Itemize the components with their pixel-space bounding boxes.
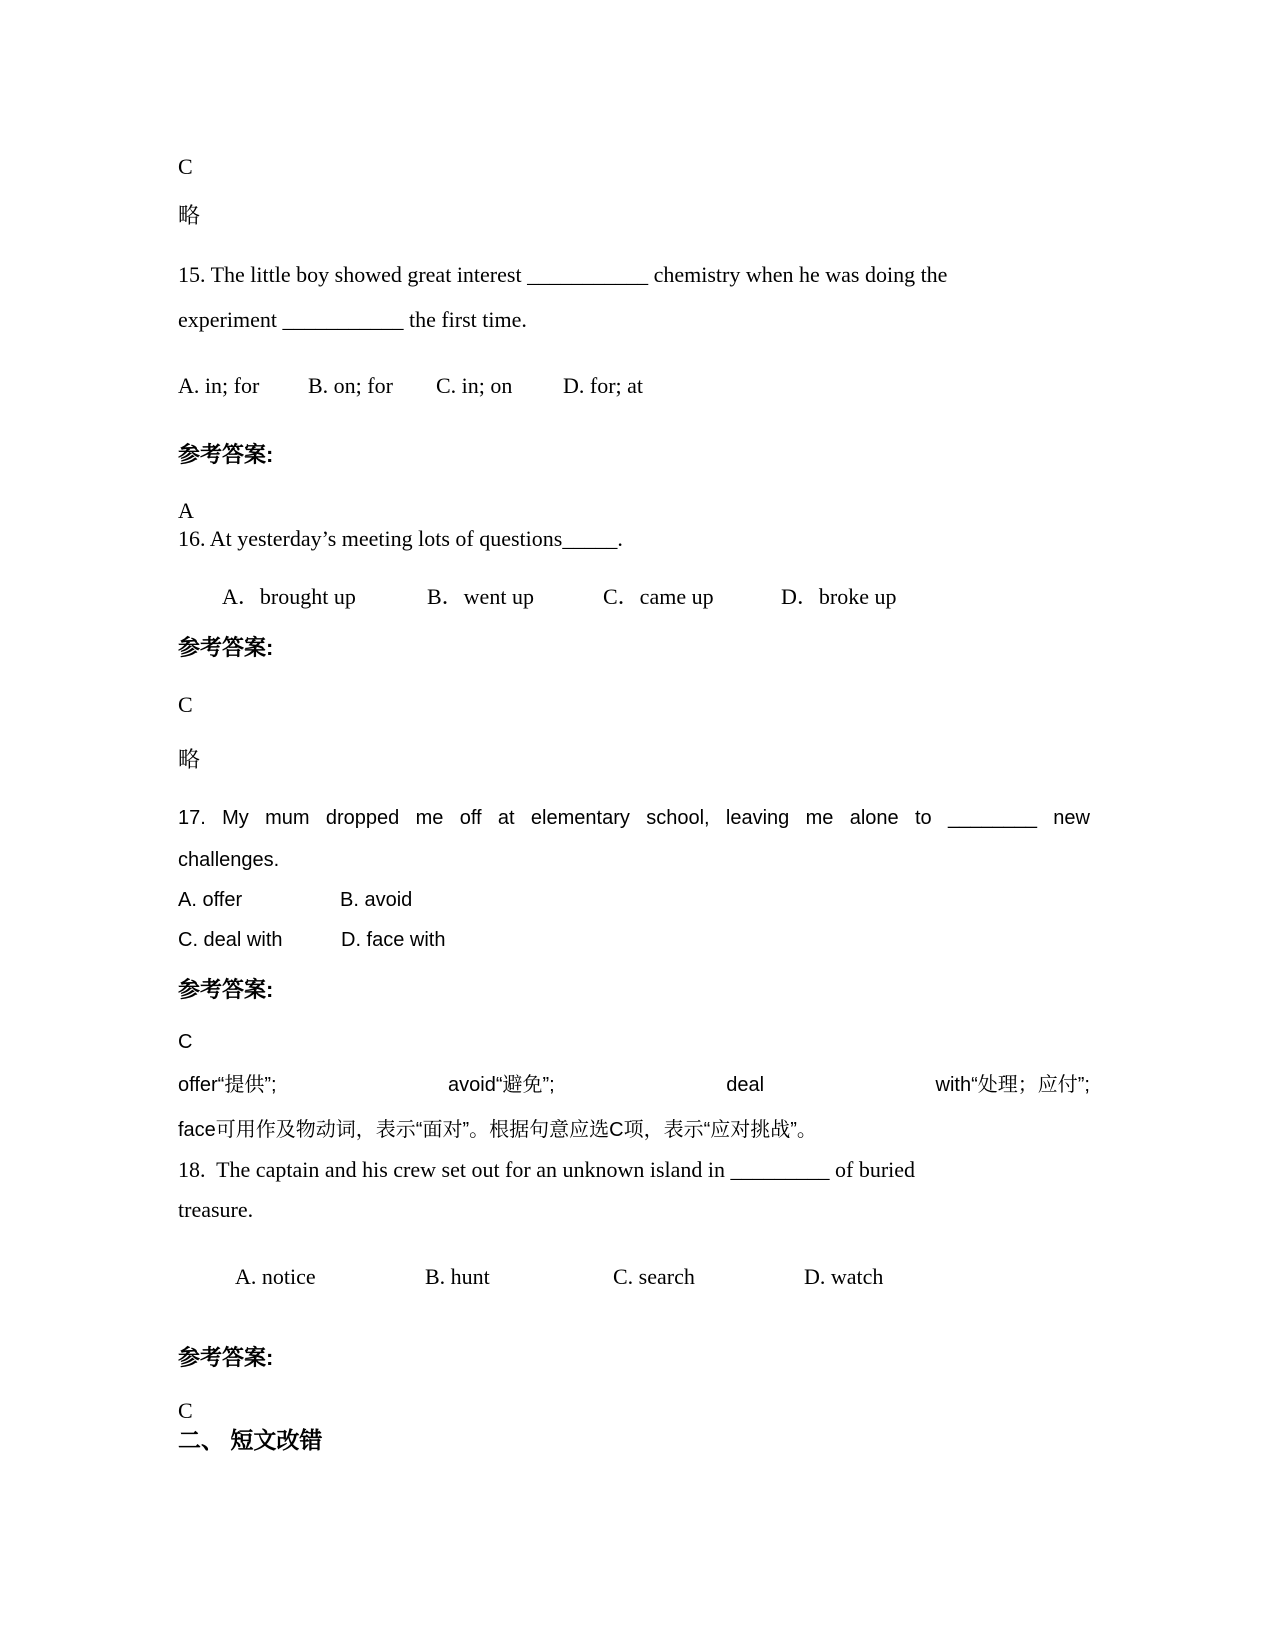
option-a: A. notice xyxy=(235,1264,316,1289)
answer-note-16: 略 xyxy=(178,747,201,772)
answer-explanation-line1 xyxy=(178,1070,1090,1100)
question-18-line1: 18. The captain and his crew set out for an unknown island in _________ of buried xyxy=(178,1157,916,1182)
ref-answer-label: 参考答案: xyxy=(178,977,274,1002)
answer-value-previous: C xyxy=(178,154,193,179)
answer-value-18: C xyxy=(178,1398,193,1423)
question-17-options-ab xyxy=(178,885,1098,915)
option-a: A. in; for xyxy=(178,373,260,398)
option-b: B．went up xyxy=(427,584,534,609)
question-18-line2: treasure. xyxy=(178,1197,254,1222)
option-b: B. hunt xyxy=(425,1264,490,1289)
option-d: D. face with xyxy=(341,929,446,951)
option-b: B. on; for xyxy=(308,373,393,398)
option-c: C. search xyxy=(613,1264,695,1289)
option-d: D．broke up xyxy=(781,584,897,609)
answer-note-previous: 略 xyxy=(178,203,201,228)
question-17-line1: 17. My mum dropped me off at elementary school, leaving me alone to ________ new xyxy=(178,807,1090,829)
ref-answer-label: 参考答案: xyxy=(178,1345,274,1370)
option-a: A. offer xyxy=(178,889,243,911)
question-15-line1: 15. The little boy showed great interest ___________ chemistry when he was doing the xyxy=(178,262,948,287)
question-15-line2: experiment ___________ the first time. xyxy=(178,307,527,332)
answer-value-15: A xyxy=(178,498,194,523)
explanation-part-deal: deal xyxy=(726,1074,765,1096)
explanation-part-with: with“处理；应付”; xyxy=(935,1074,1090,1096)
option-a: A．brought up xyxy=(222,584,356,609)
option-c: C．came up xyxy=(603,584,714,609)
ref-answer-label: 参考答案: xyxy=(178,635,274,660)
option-c: C. deal with xyxy=(178,929,283,951)
option-d: D. watch xyxy=(804,1264,884,1289)
explanation-part-avoid: avoid“避免”; xyxy=(448,1074,555,1096)
answer-explanation-line2: face可用作及物动词，表示“面对”。根据句意应选C项，表示“应对挑战”。 xyxy=(178,1119,817,1141)
question-16-stem: 16. At yesterday’s meeting lots of questions_____. xyxy=(178,526,623,551)
question-17-line2: challenges. xyxy=(178,849,280,871)
ref-answer-label: 参考答案: xyxy=(178,442,274,467)
section-2-heading: 二、 短文改错 xyxy=(178,1427,323,1453)
question-17-options-cd xyxy=(178,925,1098,955)
question-15-options xyxy=(178,371,1098,401)
option-b: B. avoid xyxy=(340,889,413,911)
answer-value-16: C xyxy=(178,692,193,717)
question-16-options xyxy=(178,582,1098,612)
answer-value-17: C xyxy=(178,1031,193,1053)
option-d: D. for; at xyxy=(563,373,644,398)
option-c: C. in; on xyxy=(436,373,513,398)
question-18-options xyxy=(178,1262,1098,1292)
explanation-part-offer: offer“提供”; xyxy=(178,1074,277,1096)
